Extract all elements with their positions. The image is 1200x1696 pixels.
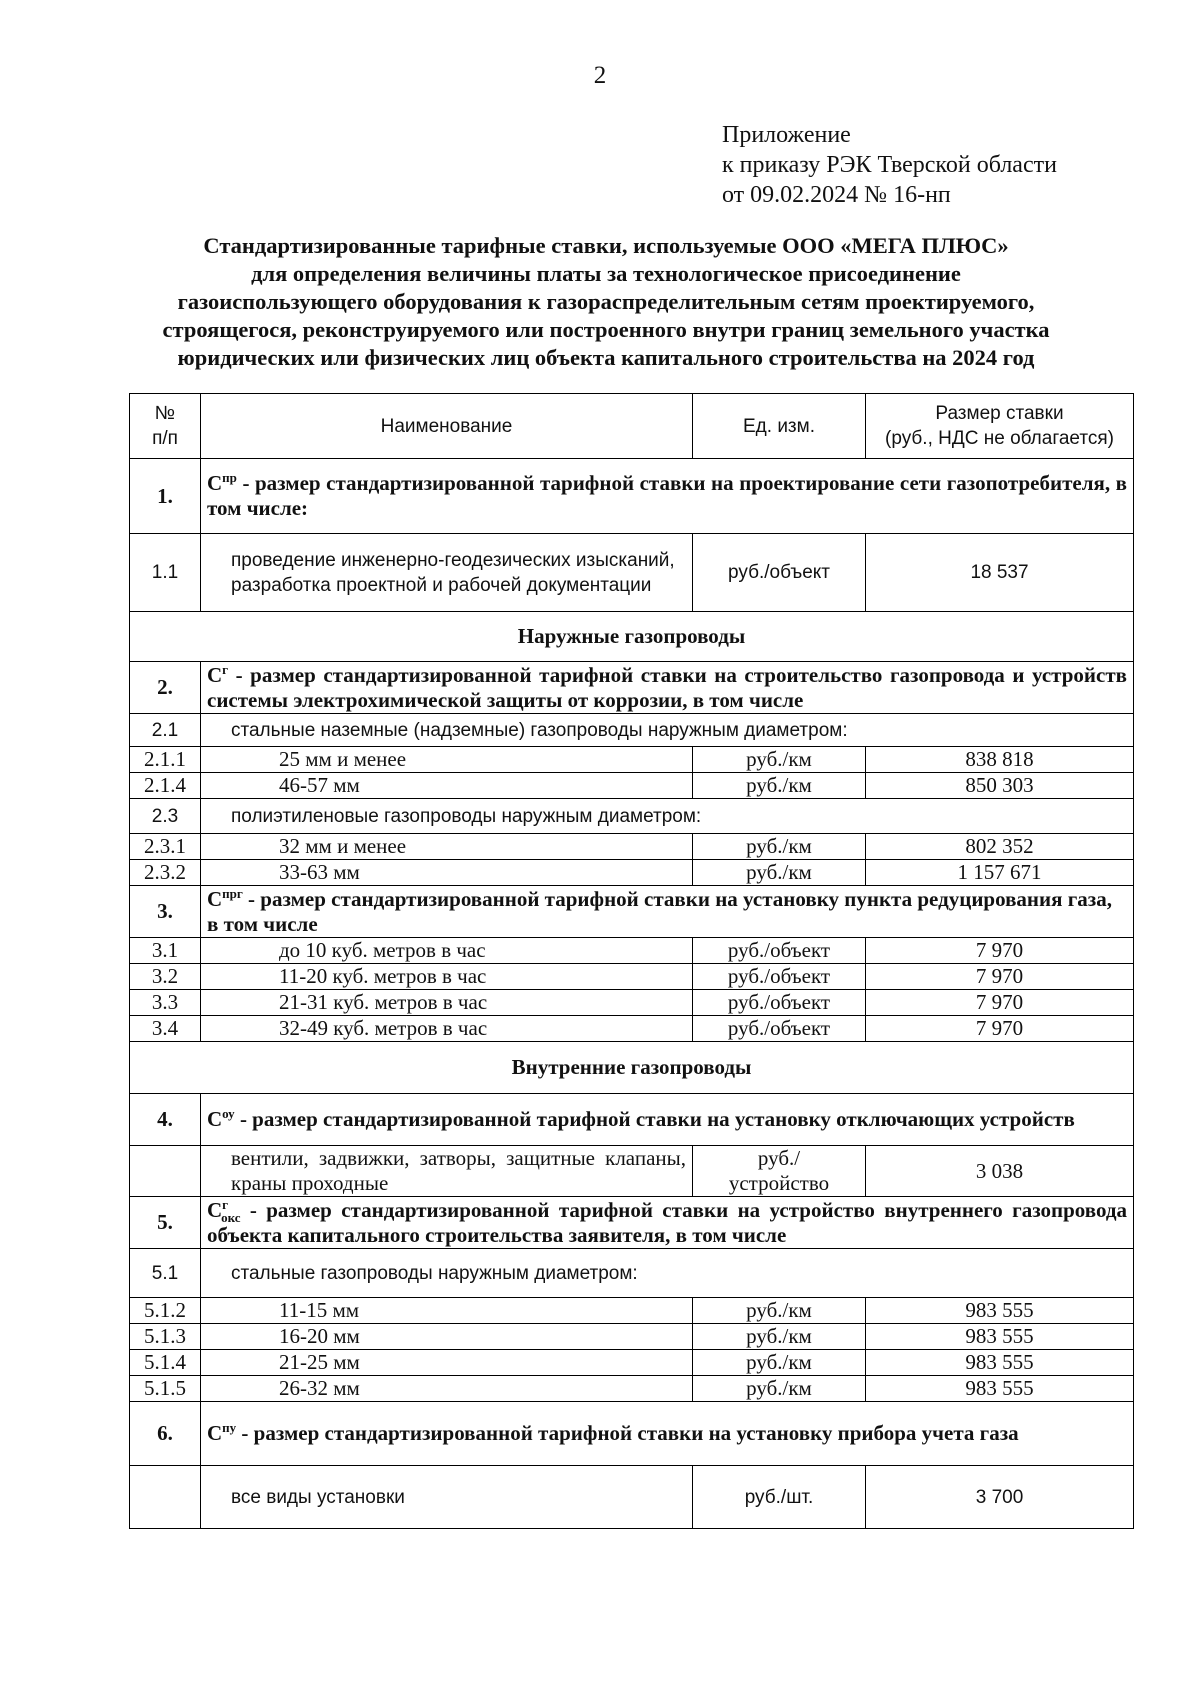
row-unit: руб./км [693, 1350, 866, 1376]
row-value: 3 038 [866, 1146, 1134, 1197]
table-row [130, 964, 1134, 990]
table-row [130, 534, 1134, 612]
title-line: Стандартизированные тарифные ставки, используемые ООО «МЕГА ПЛЮС» [203, 233, 1009, 258]
row-name: вентили, задвижки, затворы, защитные клапаны, краны проходные [201, 1146, 693, 1197]
row-unit: руб./объект [693, 534, 866, 612]
row-value: 3 700 [866, 1466, 1134, 1529]
group-row [130, 459, 1134, 534]
row-value: 7 970 [866, 990, 1134, 1016]
group-description: $С^{пу}$ - размер стандартизированной тарифной ставки на установку прибора учета газа [201, 1402, 1134, 1466]
row-value: 983 555 [866, 1350, 1134, 1376]
table-row [130, 1146, 1134, 1197]
row-unit: руб./км [693, 1298, 866, 1324]
row-unit: руб./км [693, 747, 866, 773]
row-num: 5.1 [130, 1249, 201, 1298]
section-title-internal: Внутренние газопроводы [130, 1042, 1134, 1094]
row-value: 802 352 [866, 834, 1134, 860]
row-name: все виды установки [201, 1466, 693, 1529]
row-name: 25 мм и менее [201, 747, 693, 773]
table-header-row [130, 394, 1134, 459]
header-num: № п/п [130, 394, 201, 459]
group-row [130, 1402, 1134, 1466]
document-title [118, 232, 1094, 372]
row-name: 26-32 мм [201, 1376, 693, 1402]
group-row [130, 1197, 1134, 1249]
row-unit: руб./ устройство [693, 1146, 866, 1197]
row-unit: руб./км [693, 834, 866, 860]
row-value: 983 555 [866, 1376, 1134, 1402]
tariff-table [129, 393, 1134, 1529]
appendix-line: к приказу РЭК Тверской области [722, 152, 1057, 178]
section-row [130, 612, 1134, 662]
table-row [130, 1350, 1134, 1376]
table-row [130, 1466, 1134, 1529]
appendix-line: Приложение [722, 122, 851, 148]
row-value: 7 970 [866, 1016, 1134, 1042]
group-num: 3. [130, 886, 201, 938]
row-unit: руб./км [693, 773, 866, 799]
row-value: 983 555 [866, 1324, 1134, 1350]
table-row [130, 1298, 1134, 1324]
group-num: 1. [130, 459, 201, 534]
row-unit: руб./объект [693, 964, 866, 990]
row-num: 5.1.2 [130, 1298, 201, 1324]
row-unit: руб./км [693, 1376, 866, 1402]
subgroup-name: стальные газопроводы наружным диаметром: [201, 1249, 1134, 1298]
row-unit: руб./объект [693, 938, 866, 964]
row-name: 46-57 мм [201, 773, 693, 799]
row-value: 1 157 671 [866, 860, 1134, 886]
section-title-external: Наружные газопроводы [130, 612, 1134, 662]
title-line: строящегося, реконструируемого или построенного внутри границ земельного участка [162, 317, 1050, 342]
group-description: $С^{пр}$ - размер стандартизированной тарифной ставки на проектирование сети газопотребителя, в том числе: [201, 459, 1134, 534]
subgroup-row [130, 1249, 1134, 1298]
row-num: 2.3.2 [130, 860, 201, 886]
row-num [130, 1466, 201, 1529]
row-value: 983 555 [866, 1298, 1134, 1324]
group-row [130, 662, 1134, 714]
row-value: 7 970 [866, 938, 1134, 964]
group-num: 4. [130, 1094, 201, 1146]
row-name: до 10 куб. метров в час [201, 938, 693, 964]
table-row [130, 773, 1134, 799]
table-row [130, 860, 1134, 886]
group-row [130, 886, 1134, 938]
subgroup-row [130, 799, 1134, 834]
row-name: 11-20 куб. метров в час [201, 964, 693, 990]
row-num: 2.1.4 [130, 773, 201, 799]
group-description: $С^г_{окс}$ - размер стандартизированной тарифной ставки на устройство внутреннего газопровода объекта капитального строительства заявителя, в том числе [201, 1197, 1134, 1249]
row-num: 2.3.1 [130, 834, 201, 860]
row-value: 838 818 [866, 747, 1134, 773]
row-unit: руб./км [693, 860, 866, 886]
row-num: 2.1 [130, 714, 201, 747]
row-value: 850 303 [866, 773, 1134, 799]
group-num: 6. [130, 1402, 201, 1466]
group-description: $С^г$ - размер стандартизированной тарифной ставки на строительство газопровода и устройств системы электрохимической защиты от коррозии, в том числе [201, 662, 1134, 714]
group-description: $С^{прг}$ - размер стандартизированной тарифной ставки на установку пункта редуцирования газа, в том числе [201, 886, 1134, 938]
table-row [130, 1376, 1134, 1402]
row-num: 3.2 [130, 964, 201, 990]
row-num: 2.3 [130, 799, 201, 834]
row-num: 2.1.1 [130, 747, 201, 773]
group-num: 5. [130, 1197, 201, 1249]
row-name: 16-20 мм [201, 1324, 693, 1350]
appendix-block [722, 120, 1057, 210]
group-description: $С^{оу}$ - размер стандартизированной тарифной ставки на установку отключающих устройств [201, 1094, 1134, 1146]
row-num: 3.3 [130, 990, 201, 1016]
row-name: 21-31 куб. метров в час [201, 990, 693, 1016]
table-row [130, 1324, 1134, 1350]
row-unit: руб./км [693, 1324, 866, 1350]
row-num: 5.1.5 [130, 1376, 201, 1402]
table-row [130, 938, 1134, 964]
row-name: 11-15 мм [201, 1298, 693, 1324]
table-row [130, 1016, 1134, 1042]
row-value: 18 537 [866, 534, 1134, 612]
row-num [130, 1146, 201, 1197]
table-row [130, 990, 1134, 1016]
title-line: для определения величины платы за технологическое присоединение [251, 261, 961, 286]
title-line: юридических или физических лиц объекта капитального строительства на 2024 год [177, 345, 1035, 370]
row-unit: руб./шт. [693, 1466, 866, 1529]
header-unit: Ед. изм. [693, 394, 866, 459]
subgroup-name: полиэтиленовые газопроводы наружным диаметром: [201, 799, 1134, 834]
group-row [130, 1094, 1134, 1146]
subgroup-name: стальные наземные (надземные) газопроводы наружным диаметром: [201, 714, 1134, 747]
row-num: 3.1 [130, 938, 201, 964]
row-name: 32 мм и менее [201, 834, 693, 860]
table-row [130, 747, 1134, 773]
row-num: 1.1 [130, 534, 201, 612]
table-row [130, 834, 1134, 860]
row-num: 3.4 [130, 1016, 201, 1042]
header-value: Размер ставки (руб., НДС не облагается) [866, 394, 1134, 459]
row-num: 5.1.3 [130, 1324, 201, 1350]
title-line: газоиспользующего оборудования к газораспределительным сетям проектируемого, [177, 289, 1035, 314]
row-unit: руб./объект [693, 1016, 866, 1042]
row-name: 21-25 мм [201, 1350, 693, 1376]
row-name: проведение инженерно-геодезических изысканий, разработка проектной и рабочей документации [201, 534, 693, 612]
row-name: 32-49 куб. метров в час [201, 1016, 693, 1042]
group-num: 2. [130, 662, 201, 714]
row-name: 33-63 мм [201, 860, 693, 886]
row-num: 5.1.4 [130, 1350, 201, 1376]
row-value: 7 970 [866, 964, 1134, 990]
subgroup-row [130, 714, 1134, 747]
page-number: 2 [593, 62, 607, 89]
row-unit: руб./объект [693, 990, 866, 1016]
header-name: Наименование [201, 394, 693, 459]
section-row [130, 1042, 1134, 1094]
appendix-line: от 09.02.2024 № 16-нп [722, 182, 951, 208]
